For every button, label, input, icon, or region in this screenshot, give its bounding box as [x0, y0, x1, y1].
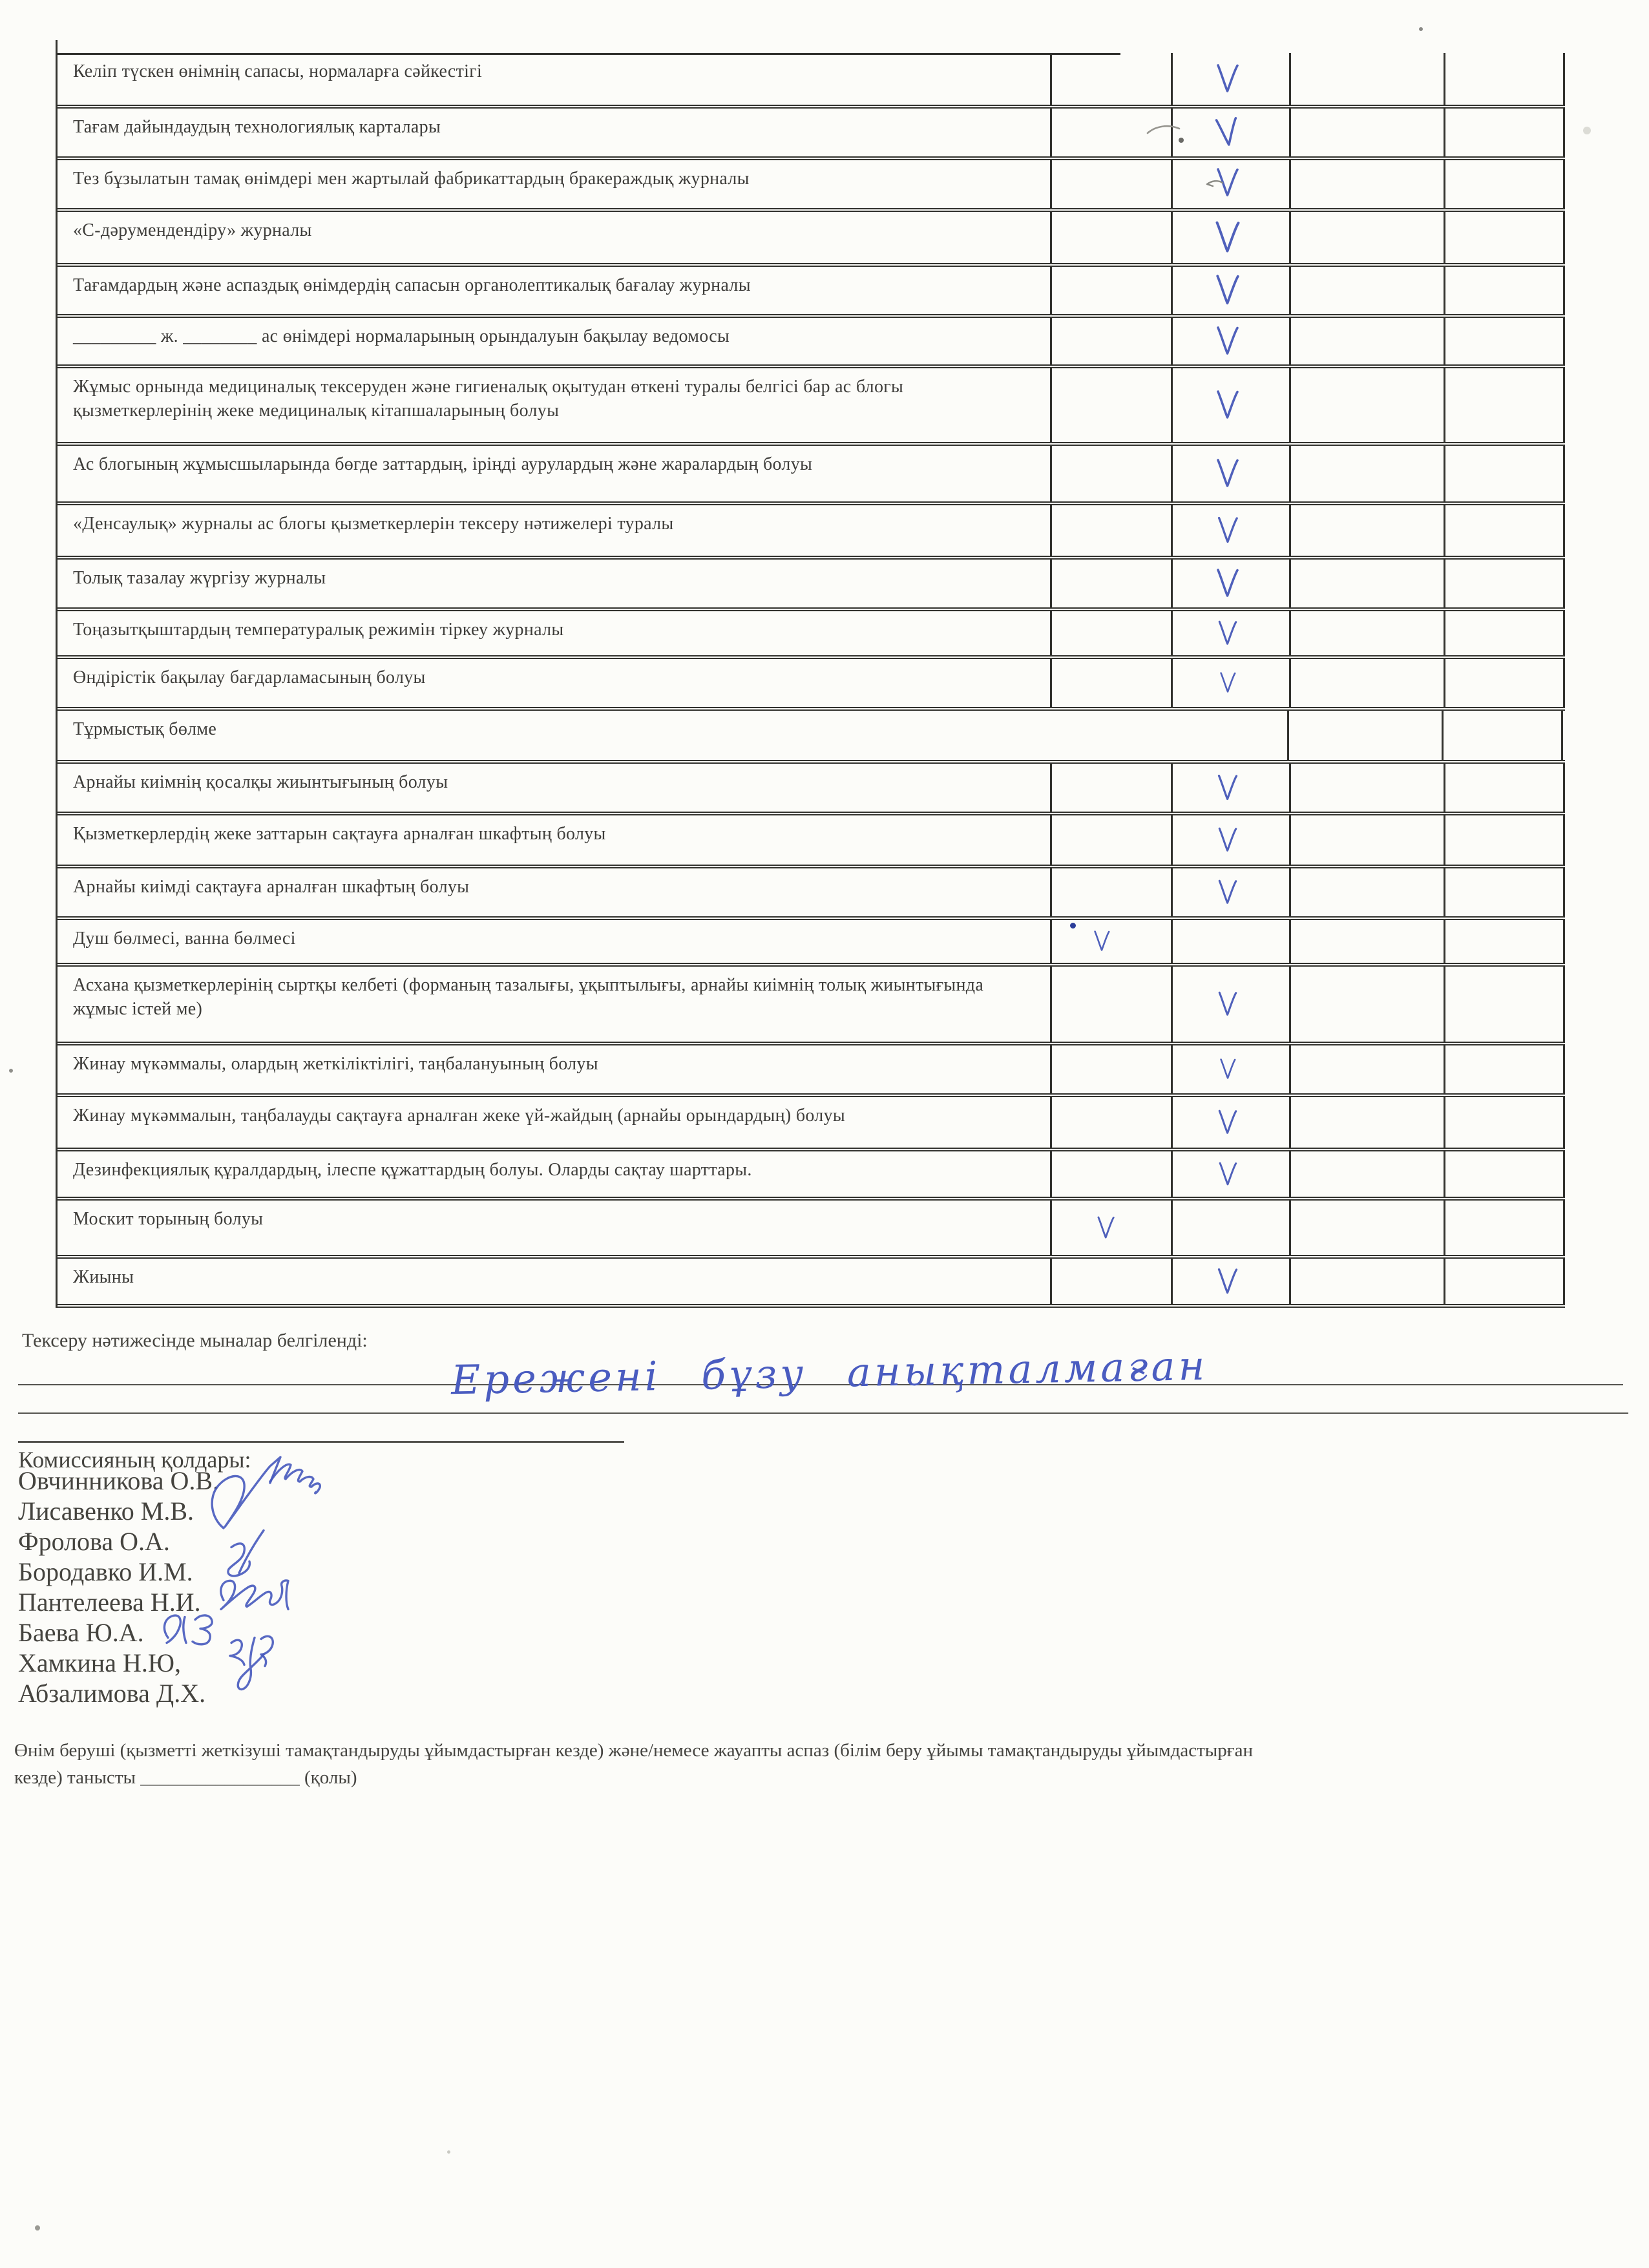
checkmark	[1215, 324, 1241, 358]
scan-speck	[1179, 138, 1184, 143]
item-label: Өндірістік бақылау бағдарламасының болуы	[58, 659, 1052, 707]
mark-cell	[1291, 1045, 1445, 1093]
checkmark	[1219, 1057, 1237, 1081]
footer-line2-suffix: (қолы)	[299, 1767, 357, 1788]
table-row	[58, 446, 1565, 505]
mark-cell	[1173, 611, 1291, 655]
checkmark	[1217, 1108, 1239, 1137]
item-label: Жинау мүкәммалы, олардың жеткіліктілігі, таңбалануының болуы	[58, 1045, 1052, 1093]
commission-member: Пантелеева Н.И.	[18, 1588, 201, 1617]
mark-cell	[1052, 160, 1173, 208]
mark-cell	[1052, 1259, 1173, 1304]
scan-speck	[35, 2225, 40, 2231]
mark-cell	[1052, 1151, 1173, 1197]
mark-cell	[1052, 267, 1173, 314]
mark-cell	[1291, 815, 1445, 865]
scan-speck	[9, 1069, 13, 1073]
mark-cell	[1445, 160, 1565, 208]
mark-cell	[1445, 611, 1565, 655]
mark-cell	[1445, 868, 1565, 916]
table-row	[58, 920, 1565, 967]
checkmark	[1215, 388, 1241, 422]
checkmark	[1093, 929, 1111, 953]
commission-member: Хамкина Н.Ю,	[18, 1648, 181, 1677]
mark-cell	[1052, 967, 1173, 1042]
signature-squiggle	[159, 1609, 220, 1650]
checkmark	[1215, 457, 1241, 490]
table-row	[58, 53, 1565, 109]
mark-cell	[1445, 815, 1565, 865]
mark-cell	[1291, 1151, 1445, 1197]
checkmark	[1213, 114, 1243, 151]
table-row	[58, 1259, 1565, 1308]
mark-cell	[1445, 967, 1565, 1042]
mark-cell	[1052, 815, 1173, 865]
signature-blank: _________________	[140, 1767, 300, 1788]
mark-cell	[1052, 1201, 1173, 1255]
footer-line1: Өнім беруші (қызметті жеткізуші тамақтандыруды ұйымдастырған кезде) және/немесе жауапты аспаз (білім беру ұйымы тамақтандыруды ұйымдастырған	[14, 1740, 1254, 1761]
mark-cell	[1052, 764, 1173, 812]
mark-cell	[1173, 1259, 1291, 1304]
mark-cell	[1291, 560, 1445, 607]
item-label: Қызметкерлердің жеке заттарын сақтауға арналған шкафтың болуы	[58, 815, 1052, 865]
table-row	[58, 505, 1565, 560]
mark-cell	[1445, 368, 1565, 442]
mark-cell	[1173, 368, 1291, 442]
mark-cell	[1445, 920, 1565, 963]
mark-cell	[1291, 160, 1445, 208]
mark-cell	[1052, 560, 1173, 607]
mark-cell	[1291, 212, 1445, 263]
item-label: Тез бұзылатын тамақ өнімдері мен жартылай фабрикаттардың бракераждық журналы	[58, 160, 1052, 208]
footer-paragraph	[14, 1737, 1637, 1791]
mark-cell	[1445, 53, 1565, 105]
mark-cell	[1445, 764, 1565, 812]
item-label: _________ ж. ________ ас өнімдері нормаларының орындалуын бақылау ведомосы	[58, 318, 1052, 364]
mark-cell	[1173, 868, 1291, 916]
mark-cell	[1173, 967, 1291, 1042]
item-label: «С-дәрумендендіру» журналы	[58, 212, 1052, 263]
mark-cell	[1291, 1097, 1445, 1148]
mark-cell	[1052, 318, 1173, 364]
item-label: Асхана қызметкерлерінің сыртқы келбеті (форманың тазалығы, ұқыптылығы, арнайы киімнің толық жиынтығында жұмыс істей ме)	[58, 967, 1052, 1042]
table-row	[58, 1201, 1565, 1259]
mark-cell	[1445, 659, 1565, 707]
mark-cell	[1291, 368, 1445, 442]
mark-cell	[1173, 267, 1291, 314]
mark-cell	[1173, 53, 1291, 105]
mark-cell	[1291, 267, 1445, 314]
item-label: Душ бөлмесі, ванна бөлмесі	[58, 920, 1052, 963]
item-label: Жиыны	[58, 1259, 1052, 1304]
mark-cell	[1445, 505, 1565, 556]
scan-speck	[1583, 127, 1591, 134]
signature-squiggle	[205, 1451, 335, 1537]
mark-cell	[1289, 711, 1444, 760]
checkmark	[1216, 773, 1239, 803]
mark-cell	[1445, 267, 1565, 314]
table-row	[58, 711, 1565, 764]
table-row	[58, 1151, 1565, 1201]
mark-cell	[1445, 1097, 1565, 1148]
commission-member: Баева Ю.А.	[18, 1618, 144, 1647]
checkmark	[1217, 826, 1239, 854]
checkmark	[1217, 619, 1239, 647]
commission-signatures-label: Комиссияның қолдары:	[18, 1447, 251, 1473]
table-row	[58, 1097, 1565, 1151]
writing-line	[18, 1412, 1628, 1414]
mark-cell	[1291, 446, 1445, 501]
mark-cell	[1291, 868, 1445, 916]
inspection-checklist-table	[56, 53, 1565, 1308]
table-row	[58, 967, 1565, 1045]
item-label: Келіп түскен өнімнің сапасы, нормаларға сәйкестігі	[58, 53, 1052, 105]
table-row	[58, 267, 1565, 318]
mark-cell	[1445, 212, 1565, 263]
mark-cell	[1173, 1045, 1291, 1093]
checkmark	[1214, 273, 1241, 308]
mark-cell	[1445, 109, 1565, 156]
item-label: Дезинфекциялық құралдардың, ілеспе құжаттардың болуы. Оларды сақтау шарттары.	[58, 1151, 1052, 1197]
mark-cell	[1173, 446, 1291, 501]
mark-cell	[1052, 505, 1173, 556]
signature-squiggle	[221, 1628, 282, 1694]
mark-cell	[1173, 160, 1291, 208]
item-label: «Денсаулық» журналы ас блогы қызметкерлерін тексеру нәтижелері туралы	[58, 505, 1052, 556]
mark-cell	[1291, 1201, 1445, 1255]
mark-cell	[1173, 505, 1291, 556]
footer-line2-prefix: кезде) танысты	[14, 1767, 141, 1788]
mark-cell	[1445, 318, 1565, 364]
table-row	[58, 109, 1565, 160]
mark-cell	[1291, 505, 1445, 556]
mark-cell	[1291, 611, 1445, 655]
mark-cell	[1052, 659, 1173, 707]
mark-cell	[1173, 1201, 1291, 1255]
checkmark	[1217, 1160, 1239, 1188]
mark-cell	[1173, 318, 1291, 364]
mark-cell	[1445, 1259, 1565, 1304]
pencil-mark	[1146, 123, 1181, 136]
scan-speck	[447, 2150, 450, 2154]
mark-cell	[1173, 815, 1291, 865]
mark-cell	[1052, 53, 1173, 105]
mark-cell	[1173, 764, 1291, 812]
mark-cell	[1052, 868, 1173, 916]
mark-cell	[1052, 1045, 1173, 1093]
item-label: Тағам дайындаудың технологиялық карталары	[58, 109, 1052, 156]
pencil-mark	[1206, 178, 1224, 187]
mark-cell	[1173, 659, 1291, 707]
item-label: Москит торының болуы	[58, 1201, 1052, 1255]
mark-cell	[1291, 967, 1445, 1042]
item-label: Жинау мүкәммалын, таңбалауды сақтауға арналған жеке үй-жайдың (арнайы орындардың) болуы	[58, 1097, 1052, 1148]
mark-cell	[1052, 446, 1173, 501]
mark-cell	[1444, 711, 1563, 760]
table-row	[58, 368, 1565, 446]
commission-member: Бородавко И.М.	[18, 1557, 193, 1586]
item-label: Тоңазытқыштардың температуралық режимін тіркеу журналы	[58, 611, 1052, 655]
result-section-label: Тексеру нәтижесінде мыналар белгіленді:	[22, 1330, 368, 1351]
mark-cell	[1445, 560, 1565, 607]
item-label: Арнайы киімнің қосалқы жиынтығының болуы	[58, 764, 1052, 812]
table-row	[58, 1045, 1565, 1097]
table-row	[58, 659, 1565, 711]
table-row	[58, 815, 1565, 868]
mark-cell	[1052, 611, 1173, 655]
checkmark	[1217, 878, 1239, 907]
mark-cell	[1291, 659, 1445, 707]
scan-artifact-left-border-tick	[56, 40, 58, 54]
scan-speck	[1419, 27, 1423, 31]
item-label: Ас блогының жұмысшыларында бөгде заттардың, іріңді аурулардың және жаралардың болуы	[58, 446, 1052, 501]
mark-cell	[1445, 1151, 1565, 1197]
table-row	[58, 560, 1565, 611]
mark-cell	[1291, 920, 1445, 963]
mark-cell	[1052, 368, 1173, 442]
checkmark	[1217, 990, 1239, 1018]
table-row	[58, 868, 1565, 920]
mark-cell	[1445, 446, 1565, 501]
checkmark	[1216, 515, 1240, 546]
mark-cell	[1291, 1259, 1445, 1304]
commission-member: Фролова О.А.	[18, 1527, 170, 1556]
table-row	[58, 160, 1565, 212]
checkmark	[1215, 62, 1241, 96]
item-label: Толық тазалау жүргізу журналы	[58, 560, 1052, 607]
ink-blot	[1070, 923, 1076, 929]
checkmark	[1219, 671, 1237, 695]
commission-member: Лисавенко М.В.	[18, 1496, 194, 1526]
checkmark	[1096, 1215, 1116, 1241]
signature-squiggle	[213, 1574, 294, 1617]
commission-members-list	[18, 1465, 219, 1708]
table-row	[58, 318, 1565, 368]
handwritten-result-note: Ережені бұзу анықталмаған	[450, 1341, 1209, 1404]
mark-cell	[1173, 920, 1291, 963]
mark-cell	[1173, 1097, 1291, 1148]
mark-cell	[1445, 1201, 1565, 1255]
item-label: Тұрмыстық бөлме	[58, 711, 1289, 760]
item-label: Жұмыс орнында медициналық тексеруден және гигиеналық оқытудан өткені туралы белгісі бар ас блогы қызметкерлерінің жеке медициналық кітапшаларының болуы	[58, 368, 1052, 442]
table-row	[58, 212, 1565, 267]
mark-cell	[1291, 318, 1445, 364]
mark-cell	[1173, 1151, 1291, 1197]
mark-cell	[1052, 212, 1173, 263]
mark-cell	[1173, 109, 1291, 156]
checkmark	[1213, 219, 1242, 256]
item-label: Арнайы киімді сақтауға арналған шкафтың болуы	[58, 868, 1052, 916]
writing-line-short	[18, 1441, 624, 1443]
mark-cell	[1291, 109, 1445, 156]
mark-cell	[1173, 560, 1291, 607]
mark-cell	[1052, 1097, 1173, 1148]
table-row	[58, 764, 1565, 815]
checkmark	[1216, 1266, 1239, 1297]
mark-cell	[1445, 1045, 1565, 1093]
commission-member: Абзалимова Д.Х.	[18, 1679, 206, 1708]
table-row	[58, 611, 1565, 659]
mark-cell	[1173, 212, 1291, 263]
item-label: Тағамдардың және аспаздық өнімдердің сапасын органолептикалық бағалау журналы	[58, 267, 1052, 314]
checkmark	[1215, 567, 1241, 600]
mark-cell	[1291, 764, 1445, 812]
mark-cell	[1291, 53, 1445, 105]
commission-member: Овчинникова О.В.	[18, 1466, 220, 1495]
